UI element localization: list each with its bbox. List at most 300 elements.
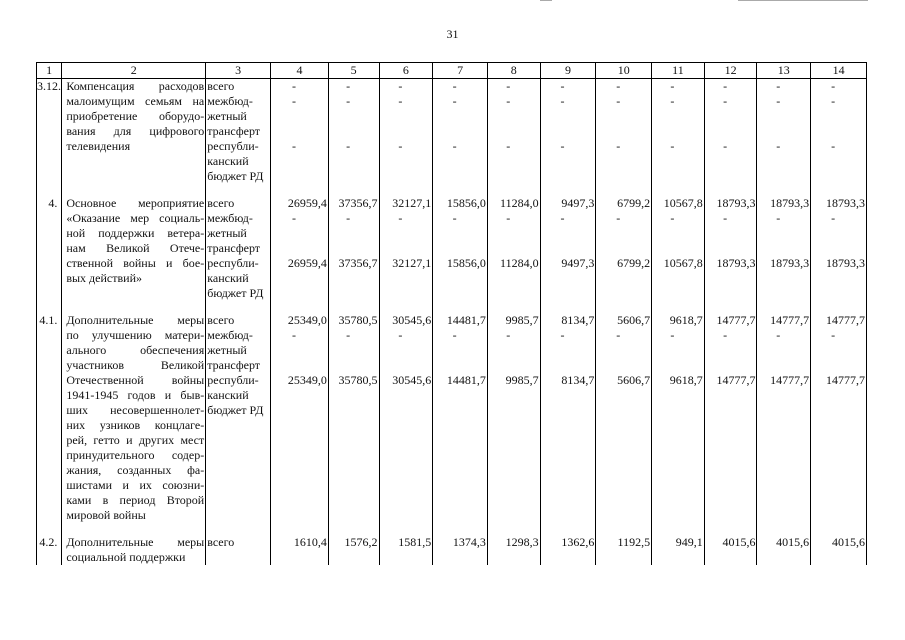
value-republic: 8134,7 [561,373,595,387]
value-blank [541,403,595,418]
value-blank [433,403,486,418]
funding-source-line: межбюд- [207,328,253,342]
value-republic: 9985,7 [505,373,539,387]
funding-source-line: бюджет РД [207,286,264,300]
value-blank [271,154,327,169]
row-spacer [37,301,867,313]
row-spacer [37,523,867,535]
value-total: 9497,3 [561,196,595,210]
value-blank [811,124,865,139]
value-transfer: - [398,211,403,225]
value-blank [433,241,486,256]
value-blank [541,154,595,169]
value-blank [652,358,703,373]
funding-source-line: бюджет РД [207,169,264,183]
spacer-cell [433,184,488,196]
value-cell-col-7 [433,79,488,185]
funding-source [206,196,271,301]
value-total: 10567,8 [663,196,703,210]
value-total: 8134,7 [561,313,595,327]
row-title-line: ной поддержки ветера- [66,226,205,240]
spacer-cell [811,523,867,535]
row-title [62,196,206,301]
funding-source-line: канский [207,388,249,402]
value-blank [541,109,595,124]
value-blank [329,271,378,286]
value-transfer: - [723,94,728,108]
value-blank [541,388,595,403]
value-republic: 14777,7 [770,373,810,387]
spacer-cell [757,184,811,196]
funding-source [206,313,271,523]
table-row [37,535,867,565]
value-cell-col-4 [271,535,329,565]
value-cell-col-13 [757,196,811,301]
value-republic: 6799,2 [617,256,651,270]
value-blank [596,154,650,169]
value-blank [811,388,865,403]
value-cell-col-9 [540,313,596,523]
column-header-9: 9 [540,63,596,79]
value-transfer: - [452,211,457,225]
value-transfer: - [291,211,296,225]
value-transfer: - [398,94,403,108]
spacer-cell [62,301,206,313]
value-cell-col-6 [379,535,433,565]
value-blank [329,388,378,403]
value-blank [380,124,432,139]
value-cell-col-6 [379,313,433,523]
value-blank [541,124,595,139]
spacer-cell [206,184,271,196]
value-cell-col-5 [328,535,379,565]
spacer-cell [757,301,811,313]
value-blank [380,109,432,124]
value-republic: 11284,0 [500,256,539,270]
value-blank [488,358,539,373]
value-blank [541,343,595,358]
value-blank [811,241,865,256]
value-blank [271,388,327,403]
spacer-cell [271,523,329,535]
value-cell-col-11 [652,196,705,301]
spacer-cell [652,301,705,313]
funding-source-line: межбюд- [207,94,253,108]
spacer-cell [37,523,62,535]
funding-source [206,79,271,185]
scan-edge-mark-right [738,0,868,1]
value-blank [488,109,539,124]
value-transfer: - [291,94,296,108]
spacer-cell [379,523,433,535]
value-cell-col-9 [540,79,596,185]
spacer-cell [271,301,329,313]
spacer-cell [487,301,540,313]
row-title-line: ального обеспечения [66,343,205,357]
spacer-cell [206,301,271,313]
value-blank [596,124,650,139]
value-republic: - [616,139,621,153]
spacer-cell [271,184,329,196]
value-blank [705,343,756,358]
spacer-cell [811,184,867,196]
spacer-cell [62,184,206,196]
row-title-line: по улучшению матери- [66,328,205,342]
value-blank [271,403,327,418]
value-total: 14777,7 [826,313,865,327]
value-republic: 14777,7 [716,373,756,387]
value-cell-col-7 [433,313,488,523]
value-blank [433,286,486,301]
row-title-line: телевидения [66,139,131,153]
row-number: 4. [37,196,62,301]
value-cell-col-5 [328,196,379,301]
value-blank [652,403,703,418]
value-blank [433,124,486,139]
value-total: 1362,6 [561,535,595,549]
value-blank [757,109,809,124]
value-blank [433,388,486,403]
value-blank [541,271,595,286]
row-title-line: них узников концлаге- [66,418,205,432]
value-blank [271,169,327,184]
value-total: 30545,6 [392,313,432,327]
value-cell-col-8 [487,535,540,565]
value-blank [811,271,865,286]
value-republic: 9497,3 [561,256,595,270]
row-title-line: участников Великой [66,358,205,372]
value-cell-col-11 [652,313,705,523]
value-cell-col-12 [704,535,757,565]
value-blank [596,388,650,403]
row-title-line: ственной войны и бое- [66,256,205,270]
row-spacer [37,184,867,196]
value-blank [596,358,650,373]
value-blank [380,154,432,169]
spacer-cell [596,301,652,313]
value-blank [652,109,703,124]
spacer-cell [811,301,867,313]
value-blank [811,169,865,184]
value-transfer: - [346,211,351,225]
funding-source-line: всего [207,196,235,210]
value-cell-col-6 [379,196,433,301]
value-blank [811,286,865,301]
value-blank [705,154,756,169]
column-header-11: 11 [652,63,705,79]
table-body [37,79,867,566]
value-transfer: - [616,211,621,225]
spacer-cell [379,184,433,196]
value-total: 14481,7 [446,313,486,327]
value-blank [596,169,650,184]
value-total: 18793,3 [826,196,865,210]
value-blank [705,124,756,139]
value-total: - [831,79,836,93]
value-transfer: - [831,211,836,225]
value-blank [757,358,809,373]
spacer-cell [704,523,757,535]
funding-source-line: республи- [207,139,259,153]
value-blank [329,403,378,418]
funding-source-line: бюджет РД [207,403,264,417]
row-title-line: вания для цифрового [66,124,205,138]
column-header-7: 7 [433,63,488,79]
value-total: - [560,79,565,93]
row-title-line: Компенсация расходов [66,79,205,93]
value-republic: 25349,0 [287,373,327,387]
value-blank [271,226,327,241]
value-transfer: - [776,211,781,225]
spacer-cell [540,523,596,535]
value-total: 1298,3 [505,535,539,549]
column-header-8: 8 [487,63,540,79]
value-total: - [723,79,728,93]
budget-table [36,62,867,565]
row-title-line: Отечественной войны [66,373,205,387]
value-transfer: - [560,94,565,108]
value-blank [705,388,756,403]
table-row [37,196,867,301]
value-cell-col-13 [757,79,811,185]
row-number: 4.1. [37,313,62,523]
value-blank [596,109,650,124]
value-total: 32127,1 [392,196,432,210]
value-transfer: - [670,211,675,225]
value-republic: - [560,139,565,153]
spacer-cell [328,184,379,196]
spacer-cell [540,184,596,196]
value-republic: 35780,5 [338,373,378,387]
value-cell-col-12 [704,79,757,185]
value-blank [811,226,865,241]
value-blank [271,271,327,286]
value-blank [596,403,650,418]
value-transfer: - [670,328,675,342]
value-cell-col-13 [757,535,811,565]
column-header-10: 10 [596,63,652,79]
column-header-14: 14 [811,63,867,79]
column-header-12: 12 [704,63,757,79]
value-republic: - [506,139,511,153]
value-cell-col-7 [433,196,488,301]
value-republic: - [346,139,351,153]
value-blank [596,286,650,301]
value-cell-col-10 [596,535,652,565]
row-title-line: нам Великой Отече- [66,241,205,255]
value-blank [380,343,432,358]
value-transfer: - [506,328,511,342]
value-cell-col-14 [811,535,867,565]
value-blank [380,286,432,301]
value-blank [329,358,378,373]
value-total: 6799,2 [617,196,651,210]
value-cell-col-13 [757,313,811,523]
value-republic: 18793,3 [770,256,810,270]
value-blank [380,241,432,256]
value-blank [271,109,327,124]
value-blank [652,124,703,139]
value-republic: 9618,7 [669,373,703,387]
value-republic: - [291,139,296,153]
spacer-cell [704,184,757,196]
value-total: - [398,79,403,93]
column-header-5: 5 [328,63,379,79]
row-title-line: «Оказание мер социаль- [66,211,205,225]
value-total: 37356,7 [338,196,378,210]
value-republic: 18793,3 [826,256,865,270]
value-transfer: - [616,328,621,342]
value-cell-col-4 [271,196,329,301]
value-total: 18793,3 [716,196,756,210]
value-cell-col-12 [704,313,757,523]
funding-source-line: трансферт [207,241,261,255]
value-blank [757,343,809,358]
value-republic: 14777,7 [826,373,865,387]
value-republic: - [398,139,403,153]
value-transfer: - [670,94,675,108]
column-header-4: 4 [271,63,329,79]
value-blank [271,124,327,139]
spacer-cell [487,523,540,535]
value-blank [329,169,378,184]
value-cell-col-14 [811,313,867,523]
value-blank [757,241,809,256]
value-blank [757,403,809,418]
funding-source [206,535,271,565]
value-blank [757,286,809,301]
row-title-line: 1941-1945 годов и быв- [66,388,205,402]
spacer-cell [540,301,596,313]
value-blank [433,154,486,169]
value-republic: - [723,139,728,153]
value-total: 1576,2 [344,535,378,549]
value-cell-col-8 [487,196,540,301]
value-cell-col-10 [596,196,652,301]
funding-source-line: всего [207,79,235,93]
value-cell-col-4 [271,79,329,185]
value-blank [652,343,703,358]
column-header-1: 1 [37,63,62,79]
value-cell-col-11 [652,535,705,565]
value-total: 14777,7 [716,313,756,327]
value-blank [380,358,432,373]
column-header-3: 3 [206,63,271,79]
value-blank [596,241,650,256]
spacer-cell [596,523,652,535]
row-title-line: ками в период Второй [66,493,205,507]
value-total: - [346,79,351,93]
value-republic: 26959,4 [287,256,327,270]
value-cell-col-12 [704,196,757,301]
value-republic: 5606,7 [617,373,651,387]
value-republic: 37356,7 [338,256,378,270]
value-blank [596,226,650,241]
row-title-line: Дополнительные меры [66,535,205,549]
row-title-line: принудительного содер- [66,448,205,462]
value-blank [757,271,809,286]
value-blank [271,343,327,358]
value-total: - [670,79,675,93]
value-total: 18793,3 [770,196,810,210]
value-total: 9985,7 [505,313,539,327]
value-blank [433,358,486,373]
value-blank [705,169,756,184]
spacer-cell [433,301,488,313]
value-blank [380,388,432,403]
value-blank [596,343,650,358]
value-total: 26959,4 [287,196,327,210]
table-row [37,313,867,523]
row-number: 4.2. [37,535,62,565]
value-blank [705,286,756,301]
value-blank [488,226,539,241]
value-cell-col-6 [379,79,433,185]
funding-source-line: трансферт [207,358,261,372]
value-total: 1192,5 [617,535,651,549]
value-blank [652,388,703,403]
value-cell-col-5 [328,79,379,185]
value-blank [811,403,865,418]
value-blank [433,169,486,184]
value-total: 5606,7 [617,313,651,327]
row-title-line: Основное мероприятие [66,196,205,210]
value-cell-col-7 [433,535,488,565]
value-blank [329,226,378,241]
value-transfer: - [723,211,728,225]
value-blank [705,271,756,286]
value-blank [652,154,703,169]
value-blank [652,241,703,256]
value-total: 4015,6 [722,535,756,549]
table-row [37,79,867,185]
value-republic: 15856,0 [446,256,486,270]
value-cell-col-9 [540,535,596,565]
spacer-cell [206,523,271,535]
value-cell-col-14 [811,79,867,185]
value-cell-col-14 [811,196,867,301]
value-cell-col-11 [652,79,705,185]
value-blank [380,403,432,418]
value-blank [652,226,703,241]
value-blank [757,226,809,241]
funding-source-line: жетный [207,109,247,123]
spacer-cell [704,301,757,313]
spacer-cell [652,523,705,535]
spacer-cell [757,523,811,535]
row-title [62,535,206,565]
value-transfer: - [560,328,565,342]
spacer-cell [487,184,540,196]
value-blank [705,109,756,124]
value-transfer: - [346,94,351,108]
value-total: - [776,79,781,93]
value-blank [757,154,809,169]
spacer-cell [652,184,705,196]
value-cell-col-5 [328,313,379,523]
spacer-cell [328,523,379,535]
value-total: 1581,5 [398,535,432,549]
funding-source-line: межбюд- [207,211,253,225]
value-blank [488,154,539,169]
spacer-cell [37,184,62,196]
value-blank [488,169,539,184]
value-blank [433,226,486,241]
table-header [37,63,867,79]
value-blank [757,124,809,139]
row-title-line: приобретение оборудо- [66,109,205,123]
value-total: 1610,4 [293,535,327,549]
